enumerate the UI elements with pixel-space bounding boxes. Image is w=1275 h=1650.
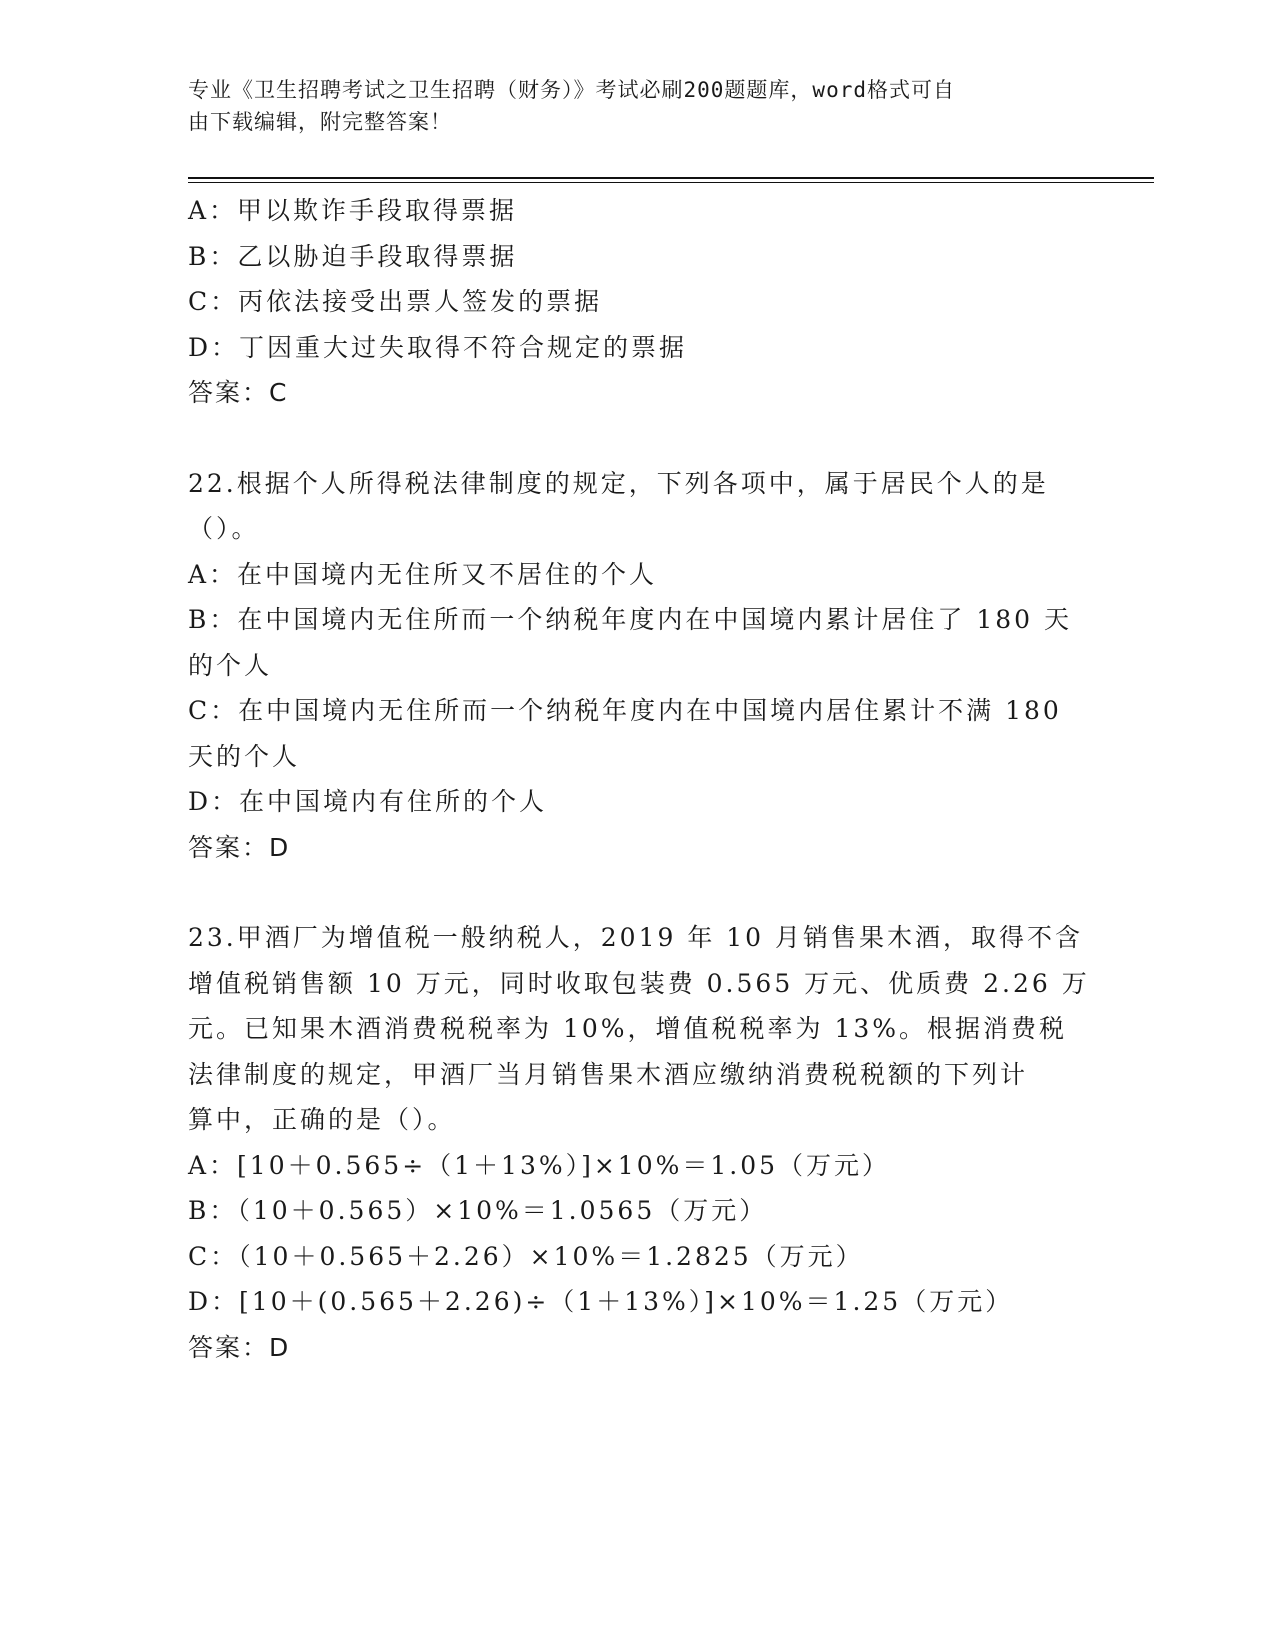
- question-22: [188, 461, 1078, 871]
- question-stem: 算中，正确的是（）。: [188, 1105, 456, 1134]
- question-stem: 增值税销售额 10 万元，同时收取包装费 0.565 万元、优质费 2.26 万: [188, 968, 1090, 998]
- option-b-cont: 的个人: [188, 650, 273, 680]
- document-header: [188, 74, 1068, 138]
- question-stem: 23.甲酒厂为增值税一般纳税人，2019 年 10 月销售果木酒，取得不含: [188, 923, 1084, 952]
- question-23: [188, 915, 1090, 1370]
- answer: 答案：D: [188, 832, 291, 862]
- question-stem: 法律制度的规定，甲酒厂当月销售果木酒应缴纳消费税税额的下列计: [188, 1059, 1029, 1089]
- option-a: A：甲以欺诈手段取得票据: [188, 196, 518, 225]
- question-stem: （）。: [188, 514, 260, 543]
- header-line: 由下载编辑，附完整答案！: [188, 110, 452, 134]
- option-c: C：在中国境内无住所而一个纳税年度内在中国境内居住累计不满 180: [188, 696, 1062, 725]
- option-a: A：在中国境内无住所又不居住的个人: [188, 559, 658, 589]
- spacer: [188, 870, 1078, 915]
- answer: 答案：D: [188, 1332, 291, 1362]
- option-d: D：[10＋(0.565＋2.26)÷（1＋13%）]×10%＝1.25（万元）: [188, 1287, 1014, 1316]
- question-stem: 22.根据个人所得税法律制度的规定，下列各项中，属于居民个人的是: [188, 468, 1049, 498]
- spacer: [188, 416, 1078, 461]
- option-d: D：在中国境内有住所的个人: [188, 787, 548, 816]
- question-stem: 元。已知果木酒消费税税率为 10%，增值税税率为 13%。根据消费税: [188, 1014, 1068, 1043]
- option-b: B：在中国境内无住所而一个纳税年度内在中国境内累计居住了 180 天: [188, 605, 1072, 634]
- question-21: [188, 188, 1078, 416]
- header-divider-thin: [188, 182, 1154, 183]
- option-b: B：（10＋0.565）×10%＝1.0565（万元）: [188, 1196, 768, 1225]
- option-b: B：乙以胁迫手段取得票据: [188, 241, 518, 271]
- option-d: D：丁因重大过失取得不符合规定的票据: [188, 332, 688, 362]
- header-divider: [188, 177, 1154, 179]
- option-c: C：（10＋0.565＋2.26）×10%＝1.2825（万元）: [188, 1241, 864, 1271]
- option-a: A：[10＋0.565÷（1＋13%）]×10%＝1.05（万元）: [188, 1150, 891, 1180]
- option-c: C：丙依法接受出票人签发的票据: [188, 287, 603, 316]
- answer: 答案：C: [188, 378, 289, 407]
- option-c-cont: 天的个人: [188, 741, 301, 771]
- questions-body: [188, 188, 1090, 1370]
- header-line: 专业《卫生招聘考试之卫生招聘（财务）》考试必刷200题题库，word格式可自: [188, 78, 955, 102]
